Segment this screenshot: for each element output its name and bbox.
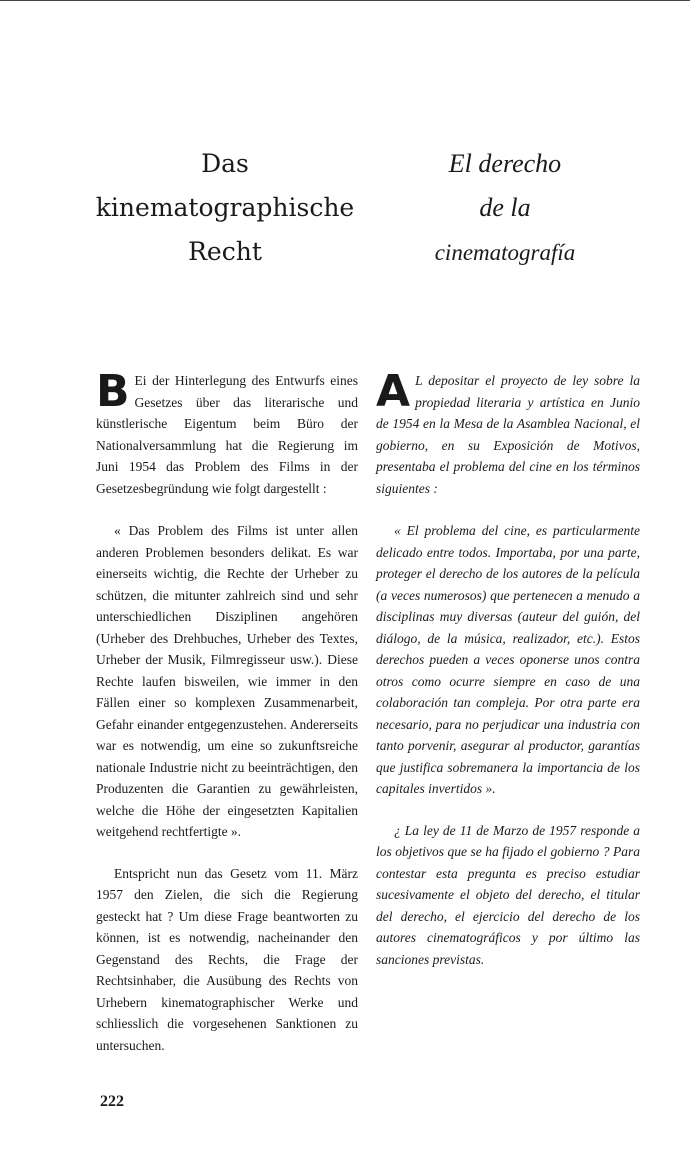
german-dropcap: B	[96, 366, 129, 417]
spanish-title	[405, 142, 605, 275]
spanish-paragraph-1-text: L depositar el proyecto de ley sobre la propiedad literaria y artística en Junio de 1954 en la Mesa de la Asamblea Nacional, el gobierno, en su Exposición de Motivos, presentaba el problema del cine en los términos siguientes :	[376, 373, 640, 496]
spanish-paragraph-2: « El problema del cine, es particularmente delicado entre todos. Importaba, por una parte, proteger el derecho de los autores de la película (a veces numerosos) que pertenecen a menudo a disciplinas muy diversas (auteur del guión, del diálogo, de la música, realizador, etc.). Estos derechos pueden a veces oponerse unos contra otros como ocurre siempre en caso de una colaboración tan compleja. Por otra parte era necesario, para no perjudicar una industria con tanto porvenir, asegurar al productor, garantías que justifica sobremanera la importancia de los capitales invertidos ».	[376, 523, 640, 796]
page-number: 222	[100, 1093, 124, 1110]
spanish-column	[376, 366, 640, 990]
german-paragraph-1	[96, 366, 358, 499]
german-paragraph-2: « Das Problem des Films ist unter allen anderen Problemen besonders delikat. Es war einerseits wichtig, die Rechte der Urheber zu schützen, die mitunter zahlreich sind und sehr unterschiedlichen Disziplinen angehören (Urheber des Drehbuches, Urheber des Textes, Urheber der Musik, Filmregisseur usw.). Diese Rechte laufen bisweilen, wie immer in den Fällen einer so komplexen Zusammenarbeit, Gefahr einander entgegenzustehen. Andererseits war es notwendig, um eine so zukunftsreiche nationale Industrie nicht zu beeinträchtigen, den Produzenten die Garantien zu gewährleisten, welche die Höhe der eingesetzten Kapitalien weitgehend rechtfertigte ».	[96, 523, 358, 839]
spanish-paragraph-1	[376, 366, 640, 499]
top-rule	[0, 0, 690, 1]
spanish-title-line-2: de la	[479, 193, 531, 222]
spanish-title-line-3: cinematografía	[434, 240, 576, 265]
spanish-dropcap: A	[376, 366, 410, 417]
german-title	[95, 142, 355, 274]
german-title-line-1: Das	[201, 149, 249, 178]
spanish-title-line-1: El derecho	[448, 149, 562, 178]
german-title-line-2: kinematographische	[95, 193, 355, 222]
german-title-line-3: Recht	[188, 237, 262, 266]
german-paragraph-1-text: Ei der Hinterlegung des Entwurfs eines Gesetzes über das literarische und künstlerische Eigentum beim Büro der Nationalversammlung hat die Regierung im Juni 1954 das Problem des Films in der Gesetzesbegründung wie folgt dargestellt :	[96, 373, 358, 496]
german-paragraph-3: Entspricht nun das Gesetz vom 11. März 1957 den Zielen, die sich die Regierung gesteckt hat ? Um diese Frage beantworten zu können, ist es notwendig, nacheinander den Gegenstand des Rechts, die Frage der Rechtsinhaber, die Ausübung des Rechts von Urhebern kinematographischer Werke und schliesslich die vorgesehenen Sanktionen zu untersuchen.	[96, 865, 358, 1053]
spanish-paragraph-3: ¿ La ley de 11 de Marzo de 1957 responde a los objetivos que se ha fijado el gobierno ? Para contestar esta pregunta es preciso estudiar sucesivamente el objeto del derecho, el titular del derecho, el ejercicio del derecho de los autores cinematográficos y por último las sanciones previstas.	[376, 822, 640, 967]
german-column	[96, 366, 358, 1076]
